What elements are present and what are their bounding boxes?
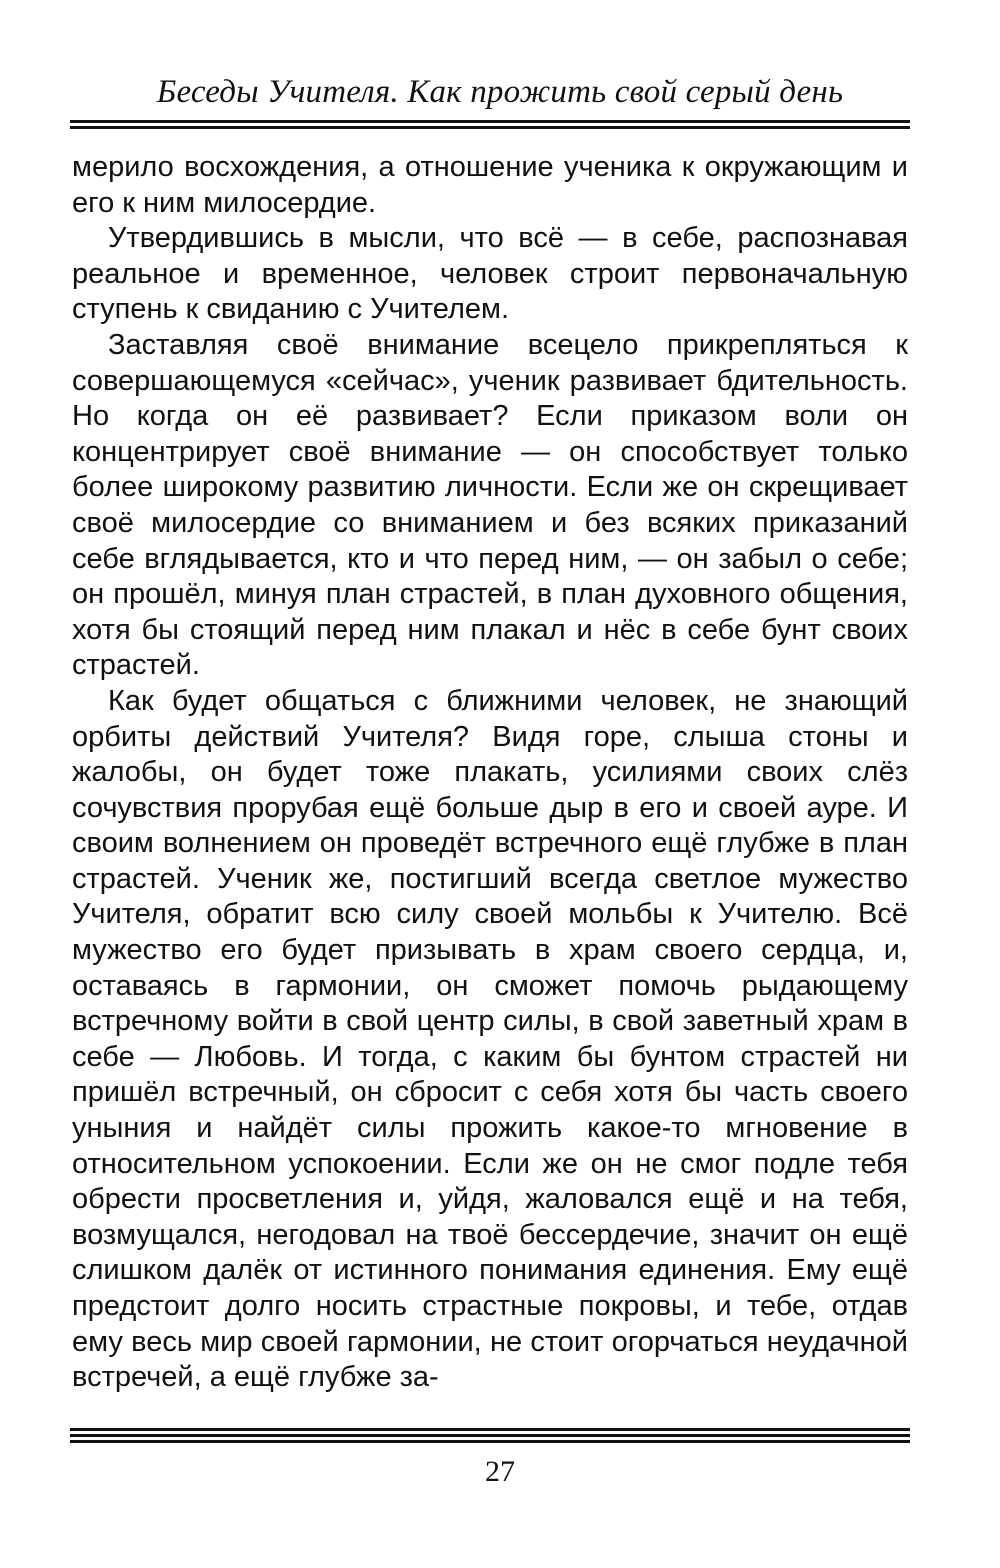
header-rule-line bbox=[70, 120, 910, 123]
running-title: Беседы Учителя. Как прожить свой серый день bbox=[156, 74, 844, 110]
paragraph: Заставляя своё внимание всецело прикрепляться к совершающемуся «сейчас», ученик развивает бдительность. Но когда он её развивает? Если приказом воли он концентрирует своё внимание — он способствует только более широкому развитию личности. Если же он скрещивает своё милосердие со вниманием и без всяких приказаний себе вглядывается, кто и что перед ним, — он забыл о себе; он прошёл, минуя план страстей, в план духовного общения, хотя бы стоящий перед ним плакал и нёс в себе бунт своих страстей. bbox=[72, 328, 908, 682]
footer-triple-rule bbox=[70, 1428, 910, 1443]
header-double-rule bbox=[70, 120, 910, 129]
page-number: 27 bbox=[485, 1455, 515, 1488]
paragraph-continued: мерило восхождения, а отношение ученика к окружающим и его к ним милосердие. bbox=[72, 151, 908, 219]
footer-rule-line bbox=[70, 1440, 910, 1443]
paragraph: Как будет общаться с ближними человек, не знающий орбиты действий Учителя? Видя горе, слыша стоны и жалобы, он будет тоже плакать, усилиями своих слёз сочувствия прорубая ещё больше дыр в его и своей ауре. И своим волнением он проведёт встречного ещё глубже в план страстей. Ученик же, постигший всегда светлое мужество Учителя, обратит всю силу своей мольбы к Учителю. Всё мужество его будет призывать в храм своего сердца, и, оставаясь в гармонии, он сможет помочь рыдающему встречному войти в свой центр силы, в свой заветный храм в себе — Любовь. И тогда, с каким бы бунтом страстей ни пришёл встречный, он сбросит с себя хотя бы часть своего уныния и найдёт силы прожить какое-то мгновение в относительном успокоении. Если же он не смог подле тебя обрести просветления и, уйдя, жаловался ещё и на тебя, возмущался, негодовал на твоё бессердечие, значит он ещё слишком далёк от истинного понимания единения. Ему ещё предстоит долго носить страстные покровы, и тебе, отдав ему весь мир своей гармонии, не стоит огорчаться неудачной встречей, а ещё глубже за- bbox=[72, 684, 908, 1394]
body-text bbox=[72, 150, 908, 1396]
footer-rule-line bbox=[70, 1428, 910, 1431]
footer-rule-line bbox=[70, 1434, 910, 1437]
header-rule-line bbox=[70, 126, 910, 129]
paragraph: Утвердившись в мысли, что всё — в себе, распознавая реальное и временное, человек строит первоначальную ступень к свиданию с Учителем. bbox=[72, 222, 908, 326]
